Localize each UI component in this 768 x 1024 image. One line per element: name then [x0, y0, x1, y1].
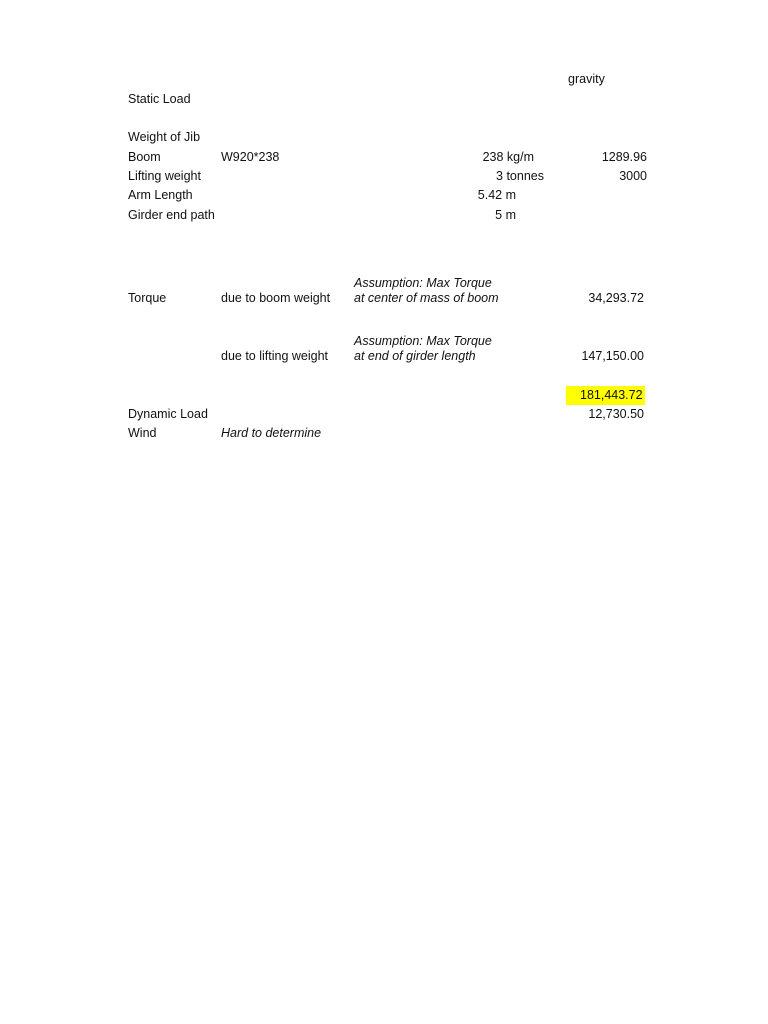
wind-note: Hard to determine	[221, 426, 322, 440]
dynamic-load-label: Dynamic Load	[128, 407, 208, 421]
boom-assumption-line2: at center of mass of boom	[354, 291, 499, 305]
due-to-boom-weight-label: due to boom weight	[221, 291, 331, 305]
gravity-header: gravity	[568, 72, 605, 86]
girder-end-path-label: Girder end path	[128, 208, 215, 222]
lifting-weight-label: Lifting weight	[128, 169, 201, 183]
torque-label: Torque	[128, 291, 167, 305]
wind-label: Wind	[128, 426, 157, 440]
lifting-assumption-line1: Assumption: Max Torque	[354, 334, 492, 348]
boom-mass-per-length: 238 kg/m	[482, 150, 534, 164]
static-load-heading: Static Load	[128, 92, 191, 106]
due-to-lifting-weight-label: due to lifting weight	[221, 349, 329, 363]
lifting-weight-value: 3 tonnes	[496, 169, 544, 183]
boom-section-value: W920*238	[221, 150, 280, 164]
boom-torque-value: 34,293.72	[588, 291, 644, 305]
lifting-force-value: 3000	[619, 169, 647, 183]
dynamic-load-value: 12,730.50	[588, 407, 644, 421]
total-torque-value: 181,443.72	[566, 386, 645, 405]
boom-assumption-line1: Assumption: Max Torque	[354, 276, 492, 290]
weight-of-jib-label: Weight of Jib	[128, 130, 201, 144]
boom-force-value: 1289.96	[601, 150, 647, 164]
lifting-torque-value: 147,150.00	[581, 349, 644, 363]
arm-length-label: Arm Length	[128, 188, 193, 202]
boom-label: Boom	[128, 150, 161, 164]
arm-length-value: 5.42 m	[477, 188, 516, 202]
girder-end-path-value: 5 m	[495, 208, 516, 222]
lifting-assumption-line2: at end of girder length	[354, 349, 476, 363]
